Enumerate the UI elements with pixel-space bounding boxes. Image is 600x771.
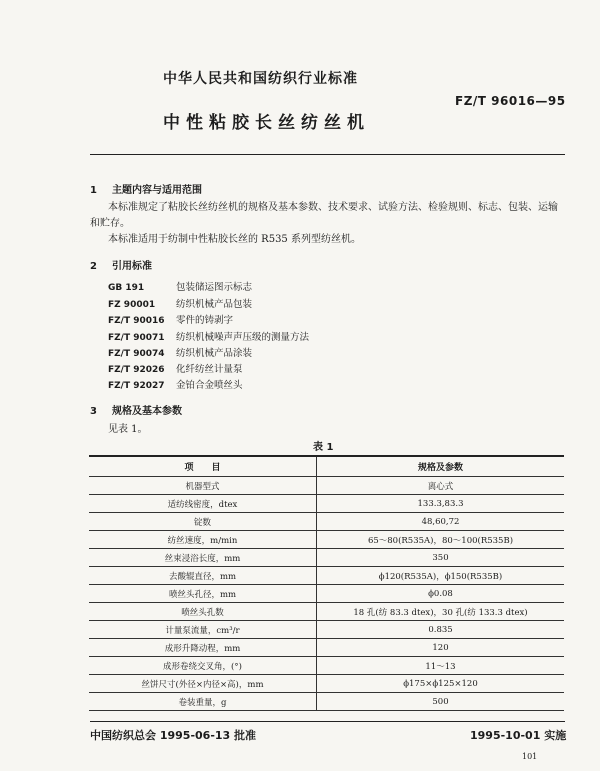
ref-code: FZ/T 92026 [108,365,165,375]
table-row [89,477,564,495]
table-cell-value: 120 [317,639,565,657]
ref-item [108,377,243,391]
page-number: 101 [522,752,538,761]
section-1-number: 1 [90,185,97,196]
standard-code: FZ/T 96016—95 [455,94,566,108]
table-cell-item: 计量泵流量，cm³/r [89,621,317,639]
section-3-number: 3 [90,406,97,417]
table-row [89,549,564,567]
section-1-para-1-cont: 和贮存。 [90,218,130,229]
table-cell-item: 成形升降动程，mm [89,639,317,657]
table-cell-item: 丝束浸浴长度，mm [89,549,317,567]
ref-name: 包装储运图示标志 [176,282,253,293]
section-3-heading [90,402,182,417]
ref-code: GB 191 [108,283,145,293]
table-cell-item: 去酸辊直径，mm [89,567,317,585]
table-row [89,693,564,711]
ref-name: 金铂合金喷丝头 [176,380,243,391]
header-divider [90,154,565,155]
table-row [89,603,564,621]
table-cell-item: 成形卷绕交叉角，(°) [89,657,317,675]
section-2-title: 引用标准 [112,261,152,272]
ref-item [108,329,309,343]
ref-name: 零件的铸剥字 [176,315,234,326]
table-cell-value: 0.835 [317,621,565,639]
table-cell-value: 离心式 [317,477,565,495]
ref-item [108,279,252,293]
section-2-number: 2 [90,261,97,272]
table-cell-item: 锭数 [89,513,317,531]
spec-table [89,455,564,711]
ref-item [108,361,243,375]
table-header-value: 规格及参数 [317,456,565,477]
table-header-item: 项 目 [89,456,317,477]
table-row [89,657,564,675]
document-title: 中性粘胶长丝纺丝机 [163,113,370,133]
table-row [89,567,564,585]
section-1-title: 主题内容与适用范围 [112,185,202,196]
table-cell-value: 350 [317,549,565,567]
table-cell-value: 11～13 [317,657,565,675]
ref-name: 纺织机械产品包装 [176,299,253,310]
table-cell-item: 纺丝速度，m/min [89,531,317,549]
table-cell-value: 65～80(R535A)，80～100(R535B) [317,531,565,549]
ref-name: 化纤纺丝计量泵 [176,364,243,375]
ref-item [108,345,252,359]
implementation-line: 1995-10-01 实施 [470,729,567,742]
section-3-intro: 见表 1。 [108,424,148,435]
table-header-row [89,456,564,477]
table-cell-value: 500 [317,693,565,711]
ref-item [108,312,233,326]
section-3-title: 规格及基本参数 [112,406,182,417]
section-1-heading [90,181,202,196]
ref-code: FZ 90001 [108,300,156,310]
ref-item [108,296,252,310]
section-2-heading [90,257,152,272]
table-cell-item: 喷丝头孔径，mm [89,585,317,603]
footer-divider [90,721,565,722]
ref-code: FZ/T 92027 [108,381,165,391]
ref-code: FZ/T 90071 [108,333,165,343]
table-cell-value: ϕ120(R535A)，ϕ150(R535B) [317,567,565,585]
table-cell-item: 适纺线密度，dtex [89,495,317,513]
ref-code: FZ/T 90016 [108,316,165,326]
table-row [89,513,564,531]
table-cell-item: 机器型式 [89,477,317,495]
issuer-title: 中华人民共和国纺织行业标准 [163,71,358,87]
ref-name: 纺织机械产品涂装 [176,348,253,359]
table-row [89,495,564,513]
table-caption: 表 1 [313,442,334,453]
table-row [89,621,564,639]
table-cell-item: 卷装重量，g [89,693,317,711]
table-cell-value: 48,60,72 [317,513,565,531]
section-1-para-2: 本标准适用于纺制中性粘胶长丝的 R535 系列型纺丝机。 [108,234,361,245]
table-cell-value: ϕ0.08 [317,585,565,603]
table-row [89,531,564,549]
table-cell-item: 丝饼尺寸(外径×内径×高)，mm [89,675,317,693]
table-row [89,585,564,603]
table-row [89,639,564,657]
table-cell-value: 18 孔(纺 83.3 dtex)，30 孔(纺 133.3 dtex) [317,603,565,621]
table-cell-item: 喷丝头孔数 [89,603,317,621]
section-1-para-1: 本标准规定了粘胶长丝纺丝机的规格及基本参数、技术要求、试验方法、检验规则、标志、包装、运输 [108,202,558,213]
table-row [89,675,564,693]
ref-name: 纺织机械噪声声压级的测量方法 [176,332,310,343]
ref-code: FZ/T 90074 [108,349,165,359]
table-cell-value: 133.3,83.3 [317,495,565,513]
approval-line: 中国纺织总会 1995-06-13 批准 [90,729,257,742]
table-cell-value: ϕ175×ϕ125×120 [317,675,565,693]
